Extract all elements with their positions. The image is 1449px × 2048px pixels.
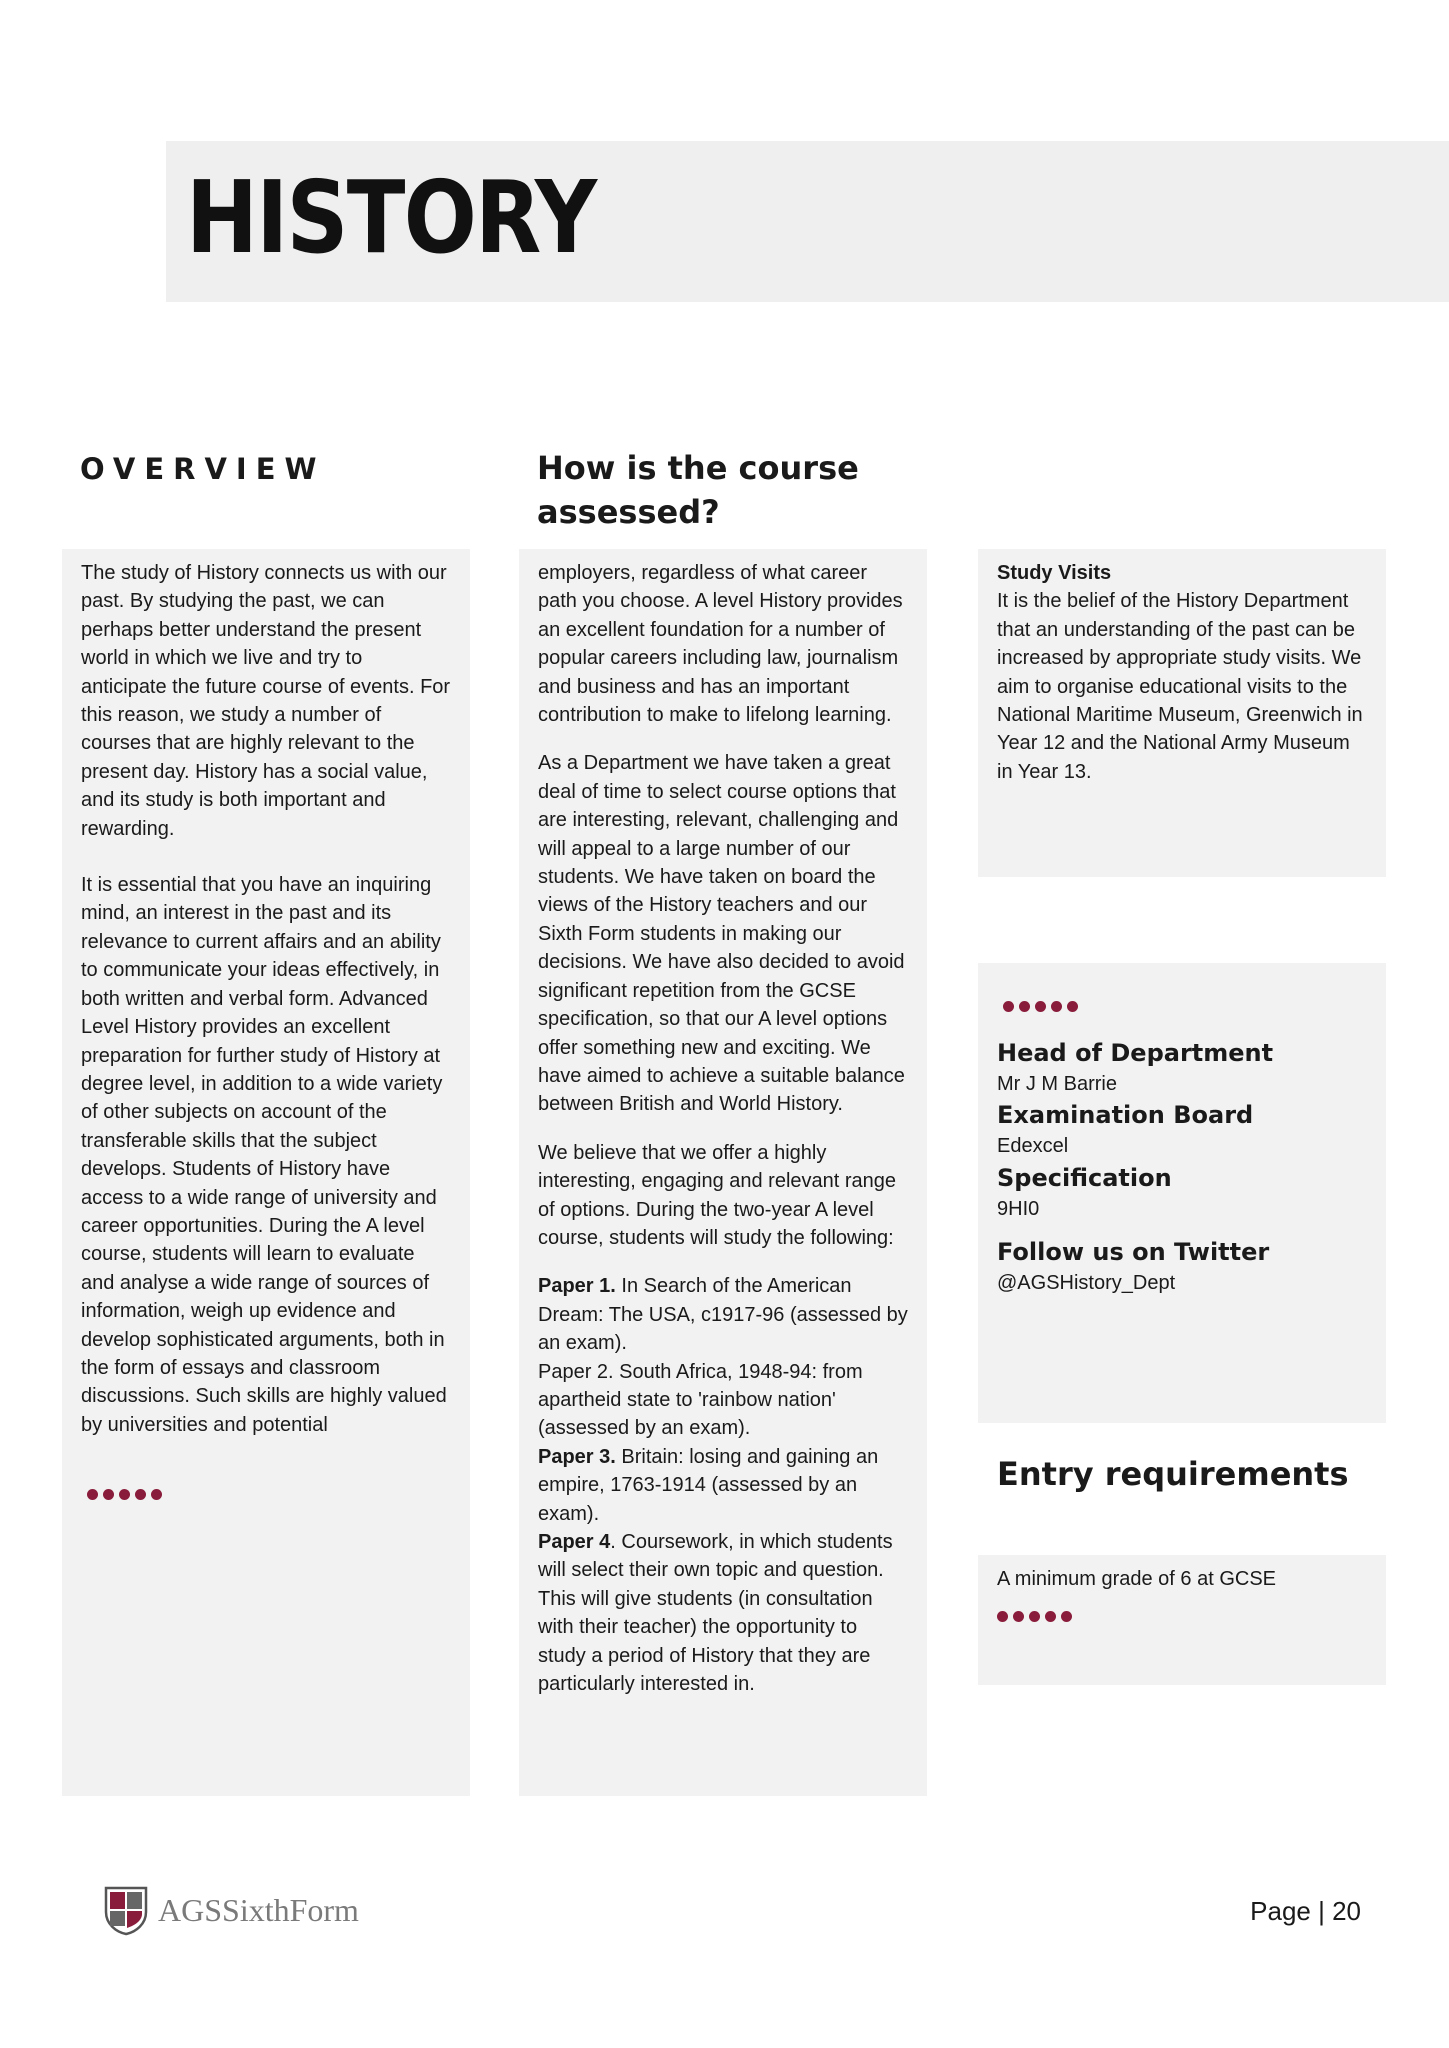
head-of-department-value: Mr J M Barrie [997, 1073, 1117, 1095]
decorative-dots [1003, 1001, 1368, 1012]
assessment-paragraph-3: We believe that we offer a highly interesting, engaging and relevant range of options. During the two-year A level course, students will study the following: [538, 1141, 897, 1249]
study-visits-heading: Study Visits [997, 562, 1112, 584]
assessment-paragraph-2: As a Department we have taken a great deal of time to select course options that are interesting, relevant, challenging and will appeal to a large number of our students. We have taken on board the views of the History teachers and our Sixth Form students in making our decisions. We have also decided to avoid significant repetition from the GCSE specification, so that our A level options offer something new and exciting. We have aimed to achieve a suitable balance between British and World History. [538, 752, 905, 1116]
overview-panel [62, 549, 470, 1796]
assessment-heading: How is the course assessed? [537, 449, 859, 531]
specification-value: 9HI0 [997, 1197, 1040, 1220]
entry-requirements-panel [978, 1555, 1386, 1685]
paper-item [538, 1528, 909, 1698]
paper-label: Paper 4 [538, 1531, 611, 1553]
title-banner [166, 141, 1449, 302]
paper-label: Paper 1. [538, 1275, 616, 1298]
paper-text: . Coursework, in which students will select their own topic and question. This will give students (in consultation with their teacher) the opportunity to study a period of History that they are particularly interested in. [538, 1531, 893, 1696]
crest-icon [102, 1884, 150, 1936]
assessment-panel [519, 549, 927, 1796]
study-visits-text: It is the belief of the History Department that an understanding of the past can be increased by appropriate study visits. We aim to organise educational visits to the National Maritime Museum, Greenwich in Year 12 and the National Army Museum in Year 13. [997, 590, 1363, 783]
paper-item [538, 1358, 909, 1443]
study-visits-panel [978, 549, 1386, 877]
paper-text: Paper 2. South Africa, 1948-94: from apartheid state to 'rainbow nation' (assessed by an exam). [538, 1360, 863, 1440]
examination-board-value: Edexcel [997, 1135, 1069, 1158]
decorative-dots [87, 1489, 452, 1500]
twitter-label: Follow us on Twitter [997, 1238, 1270, 1267]
specification-label: Specification [997, 1163, 1172, 1192]
assessment-paragraph-1: employers, regardless of what career path you choose. A level History provides an excellent foundation for a number of popular careers including law, journalism and business and has an important contribution to make to lifelong learning. [538, 562, 903, 727]
paper-text: Britain: losing and gaining an empire, 1763-1914 (assessed by an exam). [538, 1445, 879, 1525]
paper-item [538, 1443, 909, 1528]
entry-requirements-text: A minimum grade of 6 at GCSE [997, 1568, 1277, 1590]
head-of-department-label: Head of Department [997, 1039, 1274, 1067]
department-info-panel [978, 963, 1386, 1423]
paper-text: In Search of the American Dream: The USA, c1917-96 (assessed by an exam). [538, 1275, 908, 1355]
school-logo [102, 1884, 359, 1936]
overview-paragraph-2: It is essential that you have an inquiring mind, an interest in the past and its relevance to current affairs and an ability to communicate your ideas effectively, in both written and verbal form. Advanced Level History provides an excellent preparation for further study of History at degree level, in addition to a wide variety of other subjects on account of the transferable skills that the subject develops. Students of History have access to a wide range of university and career opportunities. During the A level course, students will learn to evaluate and analyse a wide range of sources of information, weigh up evidence and develop sophisticated arguments, both in the form of essays and classroom discussions. Such skills are highly valued by universities and potential [81, 874, 447, 1436]
paper-item [538, 1272, 909, 1357]
overview-heading: OVERVIEW [80, 452, 326, 486]
decorative-dots [997, 1611, 1368, 1622]
page-number: Page | 20 [1250, 1896, 1361, 1926]
overview-paragraph-1: The study of History connects us with our past. By studying the past, we can perhaps better understand the present world in which we live and try to anticipate the future course of events. For this reason, we study a number of courses that are highly relevant to the present day. History has a social value, and its study is both important and rewarding. [81, 562, 451, 840]
page-title: HISTORY [186, 159, 596, 276]
entry-requirements-heading: Entry requirements [997, 1455, 1349, 1493]
twitter-handle[interactable]: @AGSHistory_Dept [997, 1272, 1176, 1295]
examination-board-label: Examination Board [997, 1101, 1254, 1130]
paper-label: Paper 3. [538, 1445, 616, 1468]
logo-text: AGSSixthForm [158, 1891, 359, 1928]
